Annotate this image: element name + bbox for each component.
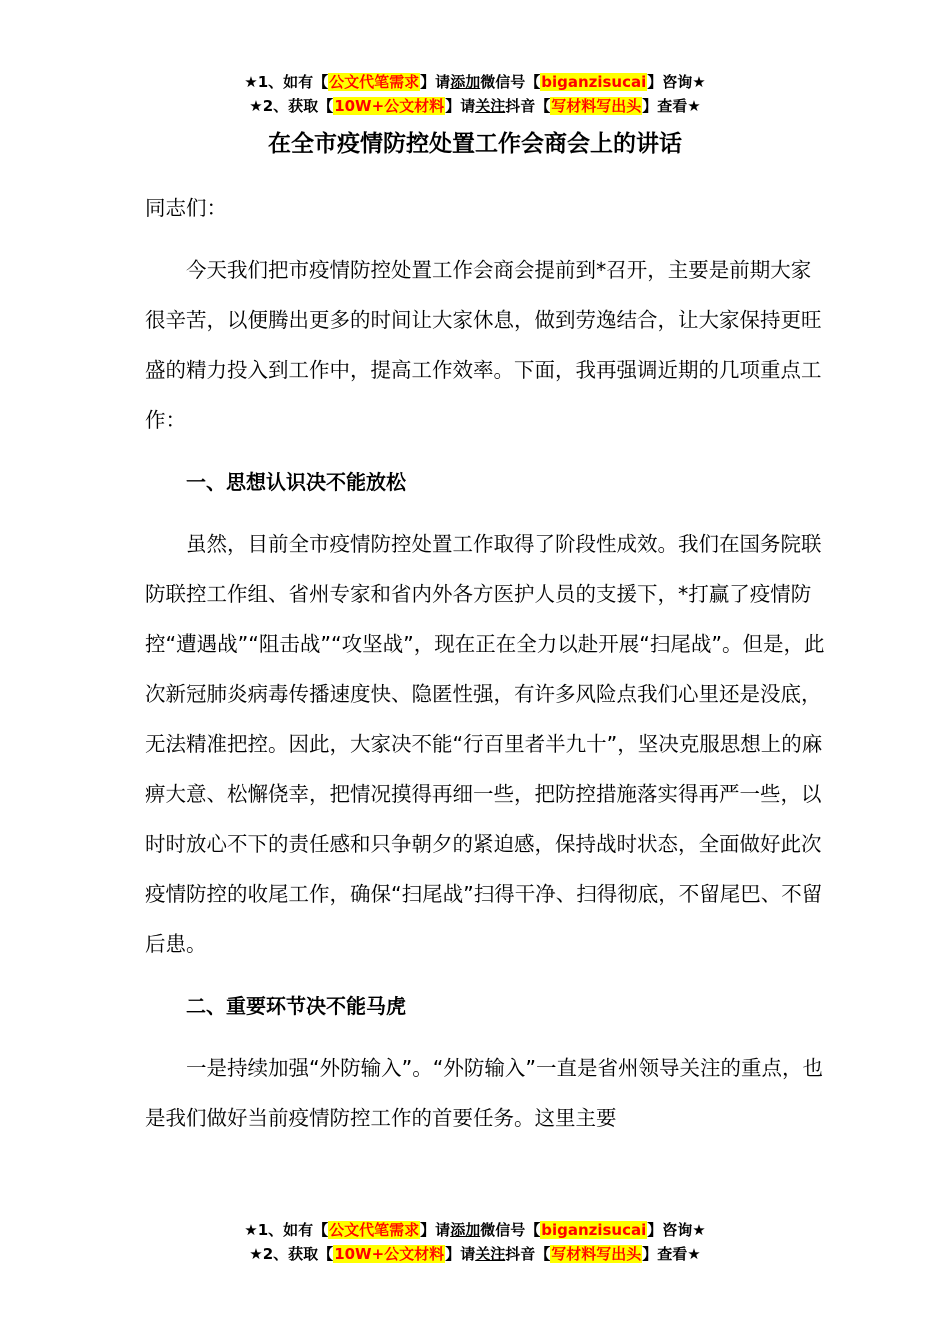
footer-ad-line-1 [0, 1218, 950, 1242]
ad-highlight-wechat-id: biganzisucai [541, 1221, 647, 1239]
ad-underline-text: 添加 [450, 1221, 481, 1239]
ad-underline-text: 关注 [475, 1245, 506, 1263]
ad-underline-text: 添加 [450, 73, 481, 91]
ad-highlight-service: 公文代笔需求 [329, 1221, 420, 1239]
ad-text: ★2、获取【 [249, 1245, 334, 1263]
document-body [145, 183, 825, 1143]
ad-text: 】请 [420, 1221, 451, 1239]
ad-text: 】请 [445, 97, 476, 115]
section-heading: 二、重要环节决不能马虎 [186, 994, 406, 1018]
ad-text: 抖音【 [505, 97, 551, 115]
ad-highlight-service: 公文代笔需求 [329, 73, 420, 91]
section-heading: 一、思想认识决不能放松 [186, 470, 406, 494]
header-ad-line-2 [0, 94, 950, 118]
ad-highlight-douyin-account: 写材料写出头 [551, 1245, 642, 1263]
ad-text: 】请 [420, 73, 451, 91]
header-ad [0, 70, 950, 118]
ad-highlight-douyin-account: 写材料写出头 [551, 97, 642, 115]
ad-text: 】查看★ [642, 1245, 701, 1263]
ad-text: 】咨询★ [647, 73, 706, 91]
ad-text: ★1、如有【 [244, 1221, 329, 1239]
document-title: 在全市疫情防控处置工作会商会上的讲话 [268, 131, 682, 157]
header-ad-line-1 [0, 70, 950, 94]
ad-text: ★1、如有【 [244, 73, 329, 91]
ad-highlight-materials: 10W+公文材料 [334, 1245, 445, 1263]
ad-text: 】咨询★ [647, 1221, 706, 1239]
ad-text: 微信号【 [480, 73, 541, 91]
ad-highlight-materials: 10W+公文材料 [334, 97, 445, 115]
paragraph: 今天我们把市疫情防控处置工作会商会提前到*召开，主要是前期大家很辛苦，以便腾出更多的时间让大家休息，做到劳逸结合，让大家保持更旺盛的精力投入到工作中，提高工作效率。下面，我再强调近期的几项重点工作： [145, 258, 822, 432]
ad-underline-text: 关注 [475, 97, 506, 115]
greeting: 同志们： [145, 196, 227, 220]
paragraph: 一是持续加强“外防输入”。“外防输入”一直是省州领导关注的重点，也是我们做好当前疫情防控工作的首要任务。这里主要 [145, 1056, 823, 1130]
ad-text: 】请 [445, 1245, 476, 1263]
ad-highlight-wechat-id: biganzisucai [541, 73, 647, 91]
ad-text: 】查看★ [642, 97, 701, 115]
paragraph: 虽然，目前全市疫情防控处置工作取得了阶段性成效。我们在国务院联防联控工作组、省州专家和省内外各方医护人员的支援下，*打赢了疫情防控“遭遇战”“阻击战”“攻坚战”，现在正在全力以赴开展“扫尾战”。但是，此次新冠肺炎病毒传播速度快、隐匿性强，有许多风险点我们心里还是没底，无法精准把控。因此，大家决不能“行百里者半九十”，坚决克服思想上的麻痹大意、松懈侥幸，把情况摸得再细一些，把防控措施落实得再严一些，以时时放心不下的责任感和只争朝夕的紧迫感，保持战时状态，全面做好此次疫情防控的收尾工作，确保“扫尾战”扫得干净、扫得彻底，不留尾巴、不留后患。 [145, 532, 825, 956]
ad-text: ★2、获取【 [249, 97, 334, 115]
ad-text: 抖音【 [505, 1245, 551, 1263]
footer-ad-line-2 [0, 1242, 950, 1266]
footer-ad [0, 1218, 950, 1266]
ad-text: 微信号【 [480, 1221, 541, 1239]
